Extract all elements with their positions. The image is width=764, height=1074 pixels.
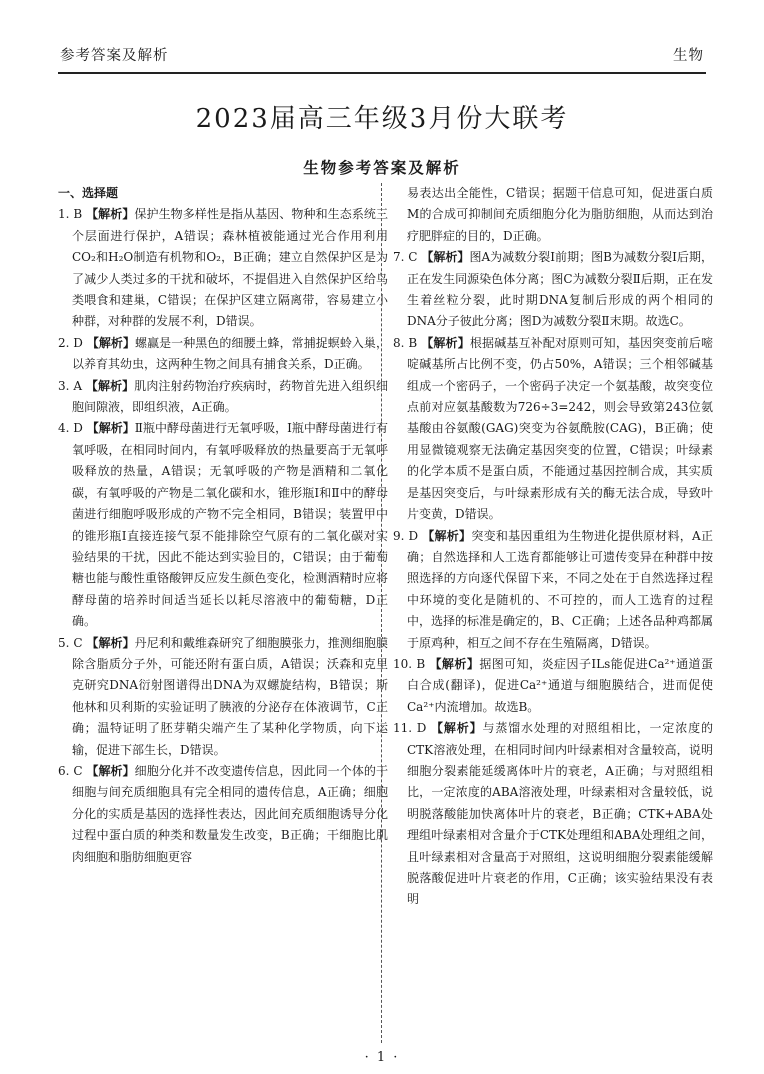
answer-number: 10. B	[393, 656, 426, 671]
page-header-right: 生物	[673, 48, 704, 64]
answer-text: 螺赢是一种黑色的细腰土蜂，常捕捉螟蛉入巢，以养育其幼虫，这两种生物之间具有捕食关系，D正确。	[72, 335, 388, 372]
section-heading: 一、选择题	[58, 186, 119, 200]
answer-text: Ⅱ瓶中酵母菌进行无氧呼吸，Ⅰ瓶中酵母菌进行有氧呼吸，在相同时间内，有氧呼吸释放的热量要高于无氧呼吸释放的热量，A错误；无氧呼吸的产物是酒精和二氧化碳，有氧呼吸的产物是二氧化碳和水，锥形瓶Ⅰ和Ⅱ中的酵母菌进行细胞呼吸形成的产物不完全相同，B错误；装置甲中的锥形瓶Ⅰ直接连接气泵不能排除空气原有的二氧化碳对实验结果的干扰，因此不能达到实验目的，C错误；由于葡萄糖也能与酸性重铬酸钾反应发生颜色变化，检测酒精时应将酵母菌的培养时间适当延长以耗尽溶液中的葡萄糖，D正确。	[72, 421, 388, 629]
analysis-tag: 【解析】	[429, 656, 480, 671]
answer-item	[58, 204, 388, 332]
answer-item	[58, 633, 388, 761]
page-title: 2023届高三年级3月份大联考	[195, 104, 569, 134]
page-header-left: 参考答案及解析	[60, 48, 169, 64]
answer-text: 易表达出全能性，C错误；据题干信息可知，促进蛋白质M的合成可抑制间充质细胞分化为脂肪细胞，从而达到治疗肥胖症的目的，D正确。	[407, 186, 713, 243]
analysis-tag: 【解析】	[86, 421, 135, 436]
answer-item	[393, 654, 713, 718]
answer-number: 9. D	[393, 528, 419, 543]
answer-item	[58, 376, 388, 419]
analysis-tag: 【解析】	[85, 378, 135, 393]
answer-item	[393, 333, 713, 526]
header-rule	[58, 72, 706, 74]
page-number: · 1 ·	[364, 1050, 400, 1065]
answer-text: 据图可知，炎症因子ILs能促进Ca²⁺通道蛋白合成(翻译)，促进Ca²⁺通道与细胞膜结合，进而促使Ca²⁺内流增加。故选B。	[407, 656, 713, 714]
answer-item	[58, 761, 388, 868]
answer-text: 丹尼利和戴维森研究了细胞膜张力，推测细胞膜除含脂质分子外，可能还附有蛋白质，A错误；沃森和克里克研究DNA衍射图谱得出DNA为双螺旋结构，B错误；斯他林和贝利斯的实验证明了胰液的分泌存在体液调节，C正确；温特证明了胚芽鞘尖端产生了某种化学物质，向下运输，促进下部生长，D错误。	[72, 635, 388, 757]
answer-text: 细胞分化并不改变遗传信息，因此同一个体的干细胞与间充质细胞具有完全相同的遗传信息，A正确；细胞分化的实质是基因的选择性表达，因此间充质细胞诱导分化过程中蛋白质的种类和数量发生改变，B正确；干细胞比肌肉细胞和脂肪细胞更容	[72, 763, 388, 864]
answer-text: 保护生物多样性是指从基因、物种和生态系统三个层面进行保护，A错误；森林植被能通过光合作用利用CO₂和H₂O制造有机物和O₂，B正确；建立自然保护区是为了减少人类过多的干扰和破坏，不提倡进入自然保护区给鸟类喂食和建巢，C错误；在保护区建立隔离带，容易建立小种群，对种群的发展不利，D错误。	[72, 207, 388, 329]
analysis-tag: 【解析】	[431, 721, 483, 736]
page-subtitle: 生物参考答案及解析	[303, 159, 461, 177]
answer-number: 4. D	[58, 421, 83, 436]
answer-number: 11. D	[393, 721, 427, 736]
answer-number: 5. C	[58, 635, 83, 650]
answer-item	[393, 718, 713, 911]
analysis-tag: 【解析】	[86, 635, 135, 650]
answer-item	[58, 333, 388, 376]
answer-item	[393, 183, 713, 247]
answer-text: 突变和基因重组为生物进化提供原材料，A正确；自然选择和人工选育都能够让可遗传变异在种群中按照选择的方向逐代保留下来，不同之处在于自然选择过程中环境的变化是随机的、不可控的，而人工选育的过程中，选择的标准是确定的，B、C正确；上述各品种鸡都属于原鸡种，相互之间不存在生殖隔离，D错误。	[407, 528, 714, 650]
answer-text: 与蒸馏水处理的对照组相比，一定浓度的CTK溶液处理，在相同时间内叶绿素相对含量较高，说明细胞分裂素能延缓离体叶片的衰老，A正确；与对照组相比，一定浓度的ABA溶液处理，叶绿素相对含量较低，说明脱落酸能加快离体叶片的衰老，B正确；CTK+ABA处理组叶绿素相对含量介于CTK处理组和ABA处理组之间，且叶绿素相对含量高于对照组，这说明细胞分裂素能缓解脱落酸促进叶片衰老的作用，C正确；该实验结果没有表明	[407, 721, 713, 907]
answer-number: 7. C	[393, 250, 418, 265]
answer-number: 8. B	[393, 335, 418, 350]
analysis-tag: 【解析】	[86, 763, 135, 778]
right-column	[393, 183, 713, 911]
analysis-tag: 【解析】	[421, 335, 470, 350]
analysis-tag: 【解析】	[86, 207, 135, 222]
answer-item	[58, 418, 388, 632]
analysis-tag: 【解析】	[422, 528, 472, 543]
left-column	[58, 183, 388, 868]
answer-number: 3. A	[58, 378, 83, 393]
analysis-tag: 【解析】	[421, 250, 470, 265]
answer-text: 肌肉注射药物治疗疾病时，药物首先进入组织细胞间隙液，即组织液，A正确。	[72, 378, 388, 415]
answer-number: 6. C	[58, 763, 83, 778]
answer-text: 根据碱基互补配对原则可知，基因突变前后嘧啶碱基所占比例不变，仍占50%，A错误；三个相邻碱基组成一个密码子，一个密码子决定一个氨基酸，故突变位点前对应氨基酸数为726÷3=242，则会导致第243位氨基酸由谷氨酸(GAG)突变为谷氨酰胺(CAG)，B正确；使用显微镜观察无法确定基因突变的位置，C错误；叶绿素的化学本质不是蛋白质，不能通过基因控制合成，其实质是基因突变后，与叶绿素形成有关的酶无法合成，导致叶片变黄，D错误。	[407, 335, 713, 522]
analysis-tag: 【解析】	[86, 335, 136, 350]
answer-number: 2. D	[58, 335, 83, 350]
answer-item	[393, 526, 713, 654]
answer-number: 1. B	[58, 207, 83, 222]
answer-item	[393, 247, 713, 333]
answer-text: 图A为减数分裂Ⅰ前期；图B为减数分裂Ⅰ后期，正在发生同源染色体分离；图C为减数分裂Ⅱ后期，正在发生着丝粒分裂，此时期DNA复制后形成的两个相同的DNA分子彼此分离；图D为减数分裂Ⅱ末期。故选C。	[407, 250, 713, 329]
column-divider	[381, 183, 382, 1043]
